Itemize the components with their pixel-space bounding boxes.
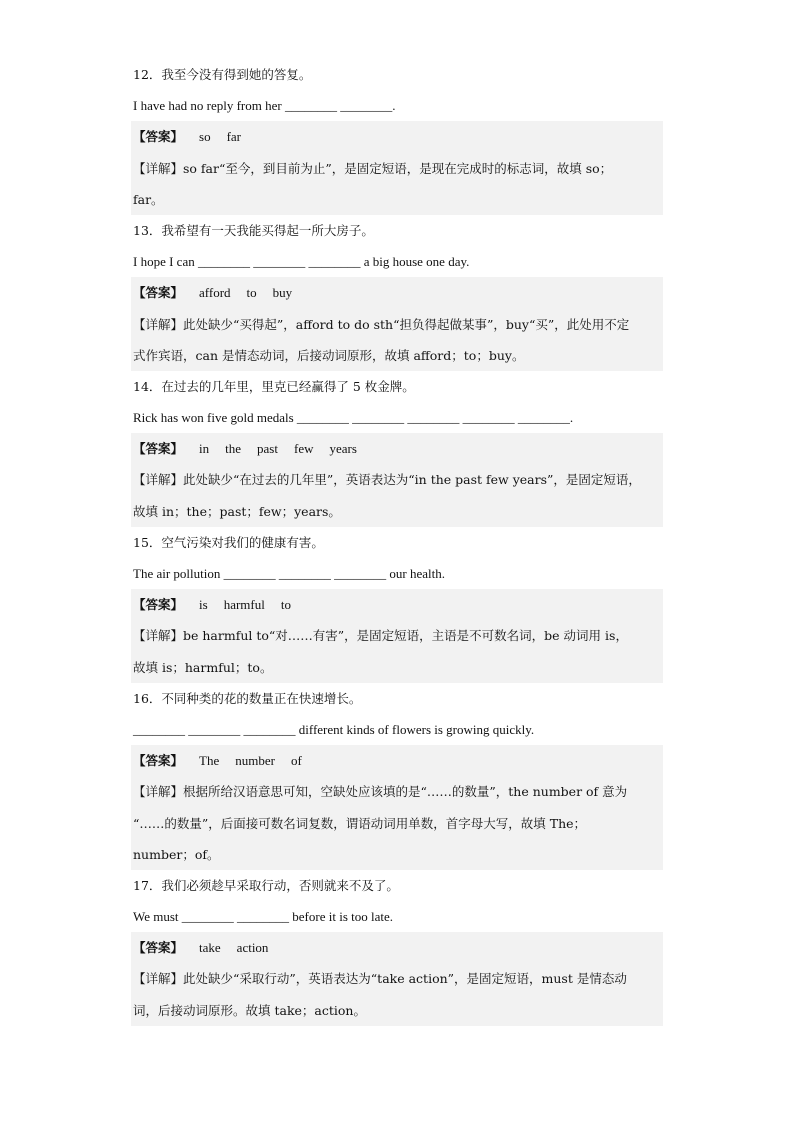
detail-line: 式作宾语，can 是情态动词，后接动词原形，故填 afford；to；buy。: [131, 340, 663, 371]
answer-label: 【答案】: [133, 597, 184, 613]
answer-word: past: [257, 441, 278, 457]
answer-label: 【答案】: [133, 129, 184, 145]
answer-word: years: [329, 441, 357, 457]
answer-row: [131, 277, 663, 308]
english-sentence: I hope I can ________ ________ ________ a big house one day.: [133, 254, 470, 270]
detail-line: 【详解】be harmful to“对……有害”，是固定短语，主语是不可数名词，be 动词用 is，: [131, 620, 663, 651]
worksheet: [131, 59, 663, 1026]
answer-label: 【答案】: [133, 753, 184, 769]
answer-word: far: [226, 129, 242, 145]
answer-label: 【答案】: [133, 285, 184, 301]
answer-word: action: [236, 940, 269, 956]
english-sentence: We must ________ ________ before it is too late.: [133, 909, 393, 925]
english-sentence: ________ ________ ________ different kinds of flowers is growing quickly.: [133, 721, 535, 737]
answer-word: the: [225, 441, 242, 457]
answer-word: afford: [199, 285, 231, 301]
answer-word: to: [246, 285, 257, 301]
detail-line: 故填 in；the；past；few；years。: [131, 496, 663, 527]
answer-word: harmful: [223, 597, 265, 613]
question-text: 13．我希望有一天我能买得起一所大房子。: [133, 222, 374, 238]
answer-row: [131, 121, 663, 152]
answer-row: [131, 433, 663, 464]
question-text: 12．我至今没有得到她的答复。: [133, 67, 312, 82]
answer-word: take: [199, 940, 221, 956]
answer-word: few: [293, 441, 314, 457]
detail-line: 【详解】此处缺少“买得起”，afford to do sth“担负得起做某事”，buy“买”，此处用不定: [131, 309, 663, 340]
detail-line: 【详解】so far“至今，到目前为止”，是固定短语，是现在完成时的标志词，故填 so；: [131, 153, 663, 184]
detail-line: “……的数量”，后面接可数名词复数，谓语动词用单数，首字母大写，故填 The；: [131, 808, 663, 839]
question-text: 16．不同种类的花的数量正在快速增长。: [133, 690, 362, 706]
question-text: 15．空气污染对我们的健康有害。: [133, 534, 324, 550]
answer-word: of: [290, 753, 302, 769]
detail-line: 【详解】此处缺少“在过去的几年里”，英语表达为“in the past few years”，是固定短语，: [131, 464, 663, 495]
answer-word: is: [199, 597, 208, 613]
answer-label: 【答案】: [133, 940, 184, 956]
question-text: 14．在过去的几年里，里克已经赢得了 5 枚金牌。: [133, 378, 415, 394]
answer-row: [131, 745, 663, 776]
answer-word: The: [199, 753, 220, 769]
answer-row: [131, 932, 663, 963]
answer-label: 【答案】: [133, 441, 184, 457]
answer-word: so: [199, 129, 211, 145]
answer-word: to: [280, 597, 291, 613]
detail-line: 【详解】根据所给汉语意思可知，空缺处应该填的是“……的数量”，the number of 意为: [131, 776, 663, 807]
detail-line: 故填 is；harmful；to。: [131, 652, 663, 683]
detail-line: 词，后接动词原形。故填 take；action。: [131, 995, 663, 1026]
english-sentence: The air pollution ________ ________ ________ our health.: [133, 566, 445, 581]
answer-word: buy: [272, 285, 293, 301]
answer-row: [131, 589, 663, 620]
english-sentence: Rick has won five gold medals ________ ________ ________ ________ ________.: [133, 410, 574, 426]
question-text: 17．我们必须趁早采取行动，否则就来不及了。: [133, 877, 399, 893]
detail-line: far。: [131, 184, 663, 215]
detail-line: 【详解】此处缺少“采取行动”，英语表达为“take action”，是固定短语，must 是情态动: [131, 963, 663, 994]
answer-word: number: [235, 753, 275, 769]
detail-line: number；of。: [131, 839, 663, 870]
english-sentence: I have had no reply from her ________ ________.: [133, 98, 396, 114]
answer-word: in: [199, 441, 210, 457]
